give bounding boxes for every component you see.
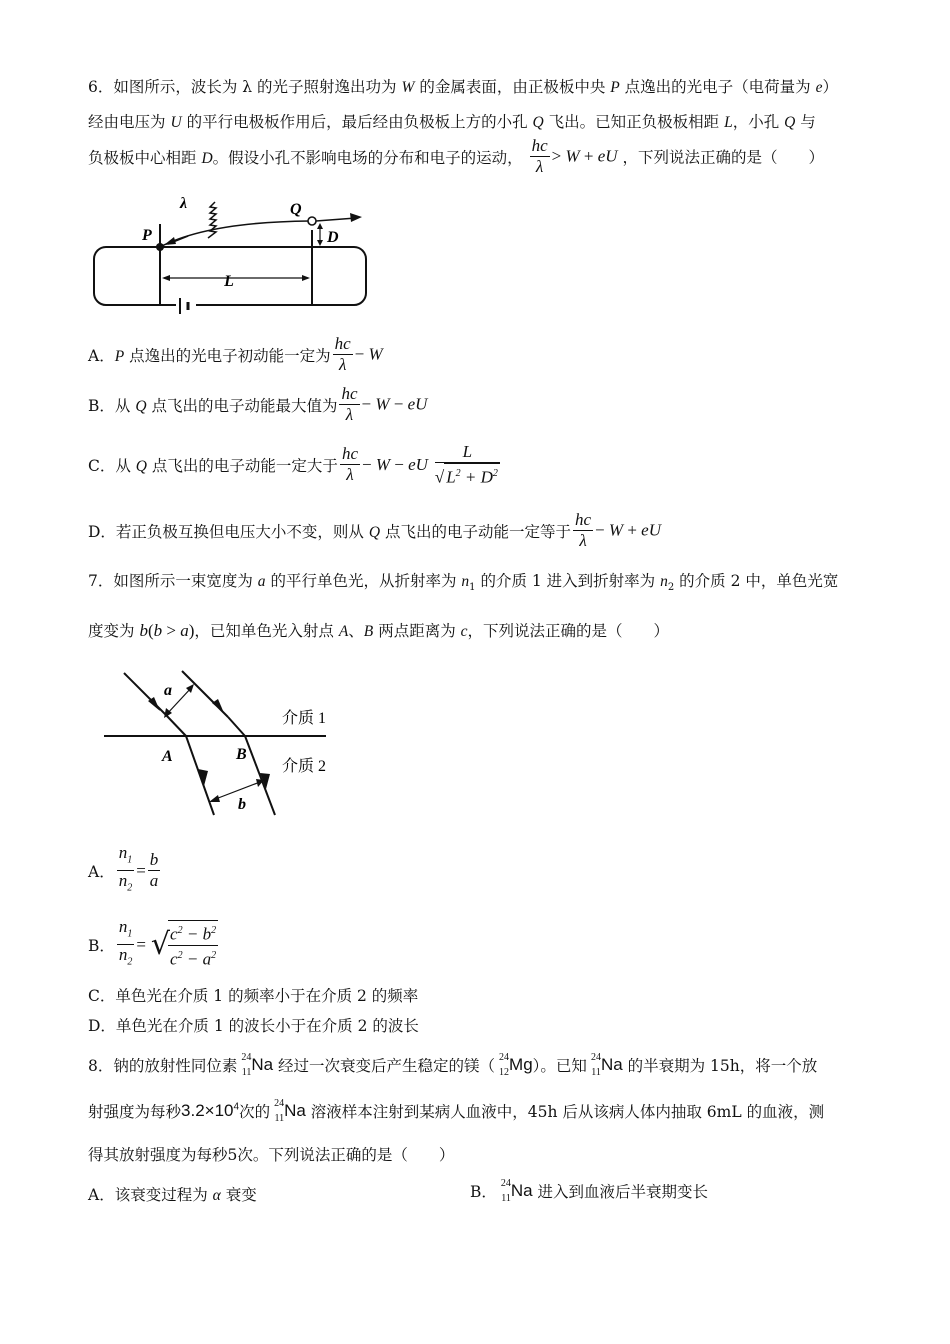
q6-line1: 6．如图所示，波长为 λ 的光子照射逸出功为 W 的金属表面，由正极板中央 P 点逸出的光电子（电荷量为 e） (88, 78, 838, 96)
q8-option-a: A．该衰变过程为 α 衰变 (88, 1186, 257, 1204)
fig6-P: P (142, 227, 152, 244)
q7-option-c: C．单色光在介质 1 的频率小于在介质 2 的频率 (88, 987, 419, 1005)
q7-option-a: A． $\frac{n_1}{n_2}$ = $\frac{b}{a}$ (88, 843, 159, 894)
q6-line3: 负极板中心相距 D。假设小孔不影响电场的分布和电子的运动， $\frac{hc}{\lambda}$ > W + eU ，下列说法正确的是（ ） (88, 136, 825, 176)
q7-line1: 7．如图所示一束宽度为 a 的平行单色光，从折射率为 $n_1$ 的介质 1 进入到折射率为 $n_2$ 的介质 2 中，单色光宽 (88, 572, 839, 594)
fig7-a: a (164, 682, 172, 699)
q6-line2: 经由电压为 U 的平行电极板作用后，最后经由负极板上方的小孔 Q 飞出。已知正负极板相距 L，小孔 Q 与 (88, 113, 816, 131)
q8-option-b: B． 24 11 Na 进入到血液后半衰期变长 (470, 1178, 709, 1204)
fig7-A: A (162, 748, 173, 765)
fig7-b: b (238, 796, 246, 813)
fig6-D: D (327, 229, 339, 246)
q6-option-c: C．从 Q 点飞出的电子动能一定大于 $\frac{hc}{\lambda}$ − W − eU $\frac{L}{√ L^2 + D^2}$ (88, 442, 498, 487)
q8-line2: 射强度为每秒$3.2\times 10^4$次的 24 11 Na 溶液样本注射到某病人血液中，45h 后从该病人体内抽取 6mL 的血液，测 (88, 1098, 825, 1124)
fig7-medium2: 介质 2 (282, 758, 327, 775)
q7-line2: 度变为 b(b > a)，已知单色光入射点 A、B 两点距离为 c，下列说法正确的是（ ） (88, 621, 670, 640)
q6-option-b: B．从 Q 点飞出的电子动能最大值为 $\frac{hc}{\lambda}$ − W − eU (88, 384, 428, 424)
fig6-L: L (224, 273, 234, 290)
fig7-B: B (236, 746, 247, 763)
q8-line3: 得其放射强度为每秒5次。下列说法正确的是（ ） (88, 1146, 455, 1164)
fig6-Q: Q (290, 201, 302, 218)
q7-figure (100, 665, 340, 825)
fig6-lambda: λ (180, 195, 188, 212)
q7-option-d: D．单色光在介质 1 的波长小于在介质 2 的波长 (88, 1017, 419, 1035)
fig7-medium1: 介质 1 (282, 710, 327, 727)
q6-figure (88, 192, 378, 327)
q6-option-a: A．P 点逸出的光电子初动能一定为 $\frac{hc}{\lambda}$ − W (88, 334, 383, 374)
q7-option-b: B． $\frac{n_1}{n_2}$ = √ $\frac{c^2 - b^2}{c^2 - a^2}$ (88, 917, 217, 969)
q8-line1: 8．钠的放射性同位素 24 11 Na 经过一次衰变后产生稳定的镁（ 24 12 Mg）。已知 24 11 Na 的半衰期为 15h，将一个放 (88, 1052, 818, 1078)
q6-option-d: D．若正负极互换但电压大小不变，则从 Q 点飞出的电子动能一定等于 $\frac{hc}{\lambda}$ − W + eU (88, 510, 661, 550)
